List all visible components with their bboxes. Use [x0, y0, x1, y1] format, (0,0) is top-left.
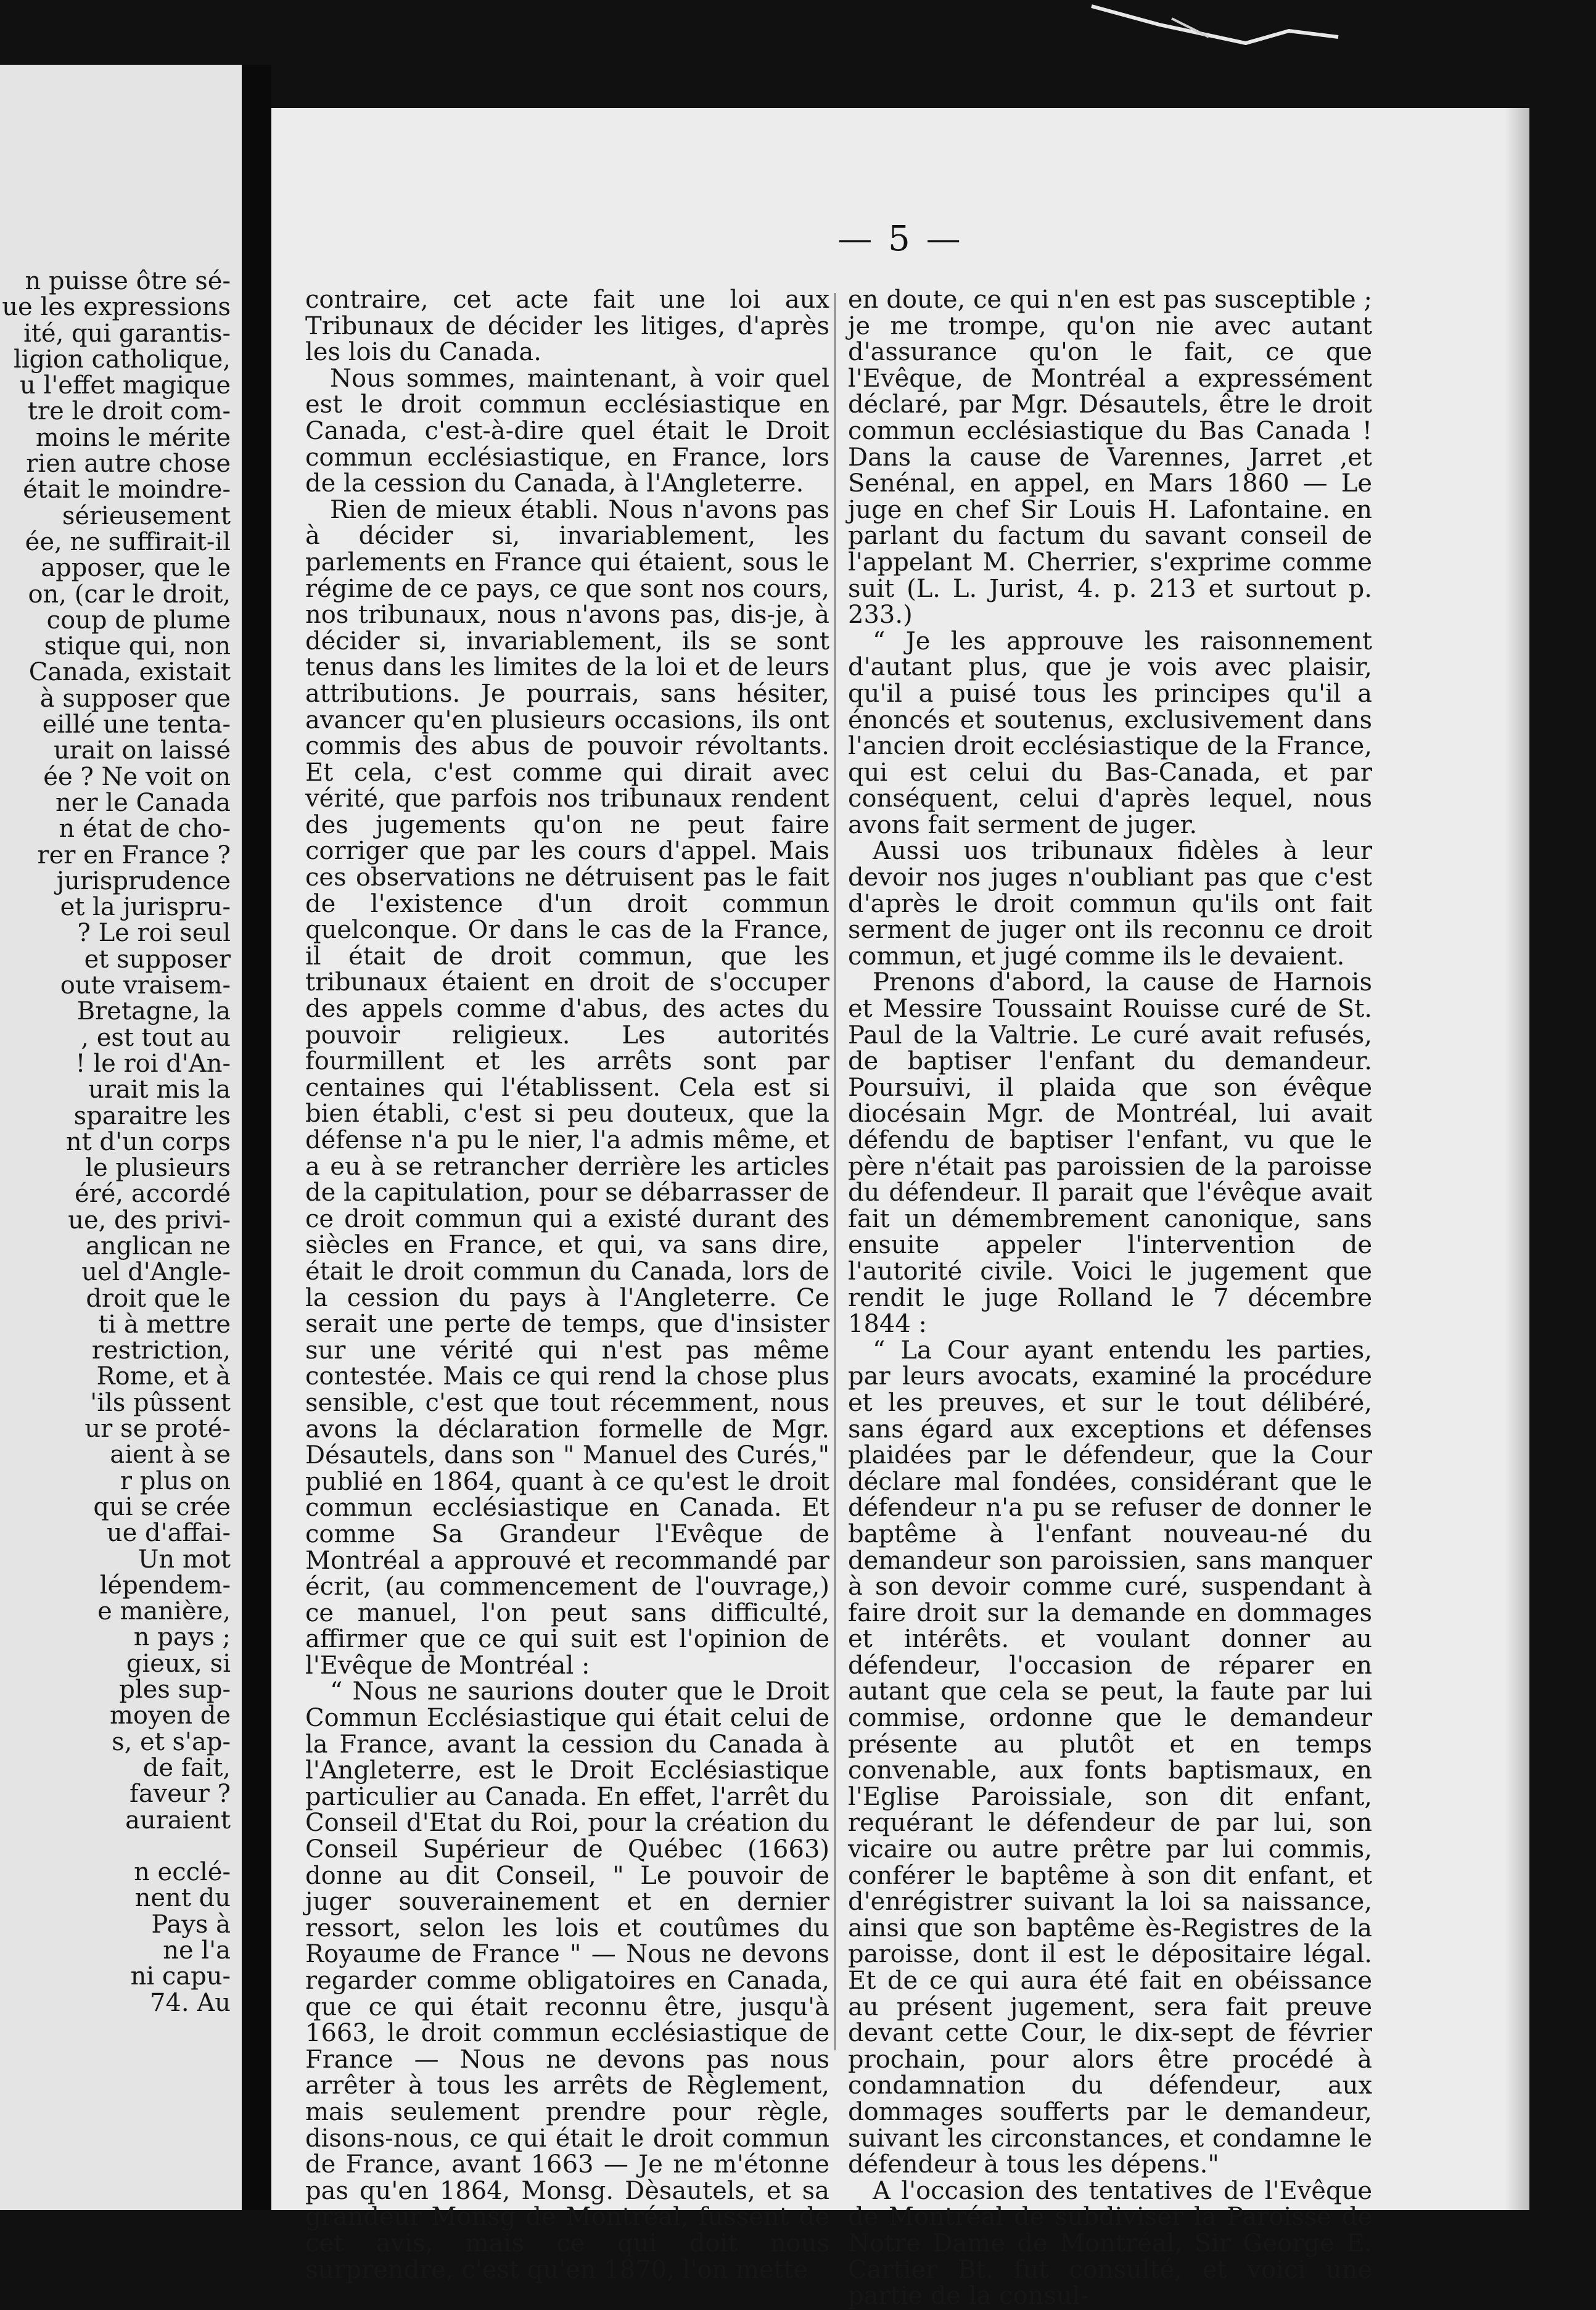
left-page-line: ue, des privi- [68, 1206, 231, 1235]
left-page-line: ti à mettre [98, 1310, 231, 1339]
left-page-line: ur se proté- [84, 1415, 231, 1444]
left-page-line: moins le mérite [35, 423, 231, 452]
left-page-line: ée ? Ne voit on [43, 762, 231, 791]
paragraph: “ Je les approuve les raisonnement d'autant plus, que je vois avec plaisir, qu'il a puisé tous les principes qu'il a énoncés et soutenus, exclusivement dans l'ancien droit ecclésiastique de la France, qui est celui du Bas-Canada, et par conséquent, celui d'après lequel, nous avons fait serment de juger. [848, 627, 1372, 839]
left-page-line: auraient [125, 1806, 231, 1835]
left-page-line: ité, qui garantis- [23, 319, 231, 348]
left-page-line: à supposer que [39, 684, 231, 713]
left-page-line: droit que le [86, 1284, 231, 1313]
left-page-line: n pays ; [133, 1623, 231, 1652]
page-edge-shadow [1505, 108, 1529, 2210]
left-page-line: ! le roi d'An- [75, 1049, 231, 1078]
paragraph: Rien de mieux établi. Nous n'avons pas à décider si, invariablement, les parlements en France qui étaient, sous le régime de ce pays, ce que sont nos cours, nos tribunaux, nous n'avons pas, dis-je, à décider si, invariablement, ils se sont tenus dans les limites de la loi et de leurs attributions. Je pourrais, sans hésiter, avancer qu'en plusieurs occasions, ils ont commis des abus de pouvoir révoltants. Et cela, c'est comme qui dirait avec vérité, que parfois nos tribunaux rendent des jugements qu'on ne peut faire corriger que par les cours d'appel. Mais ces observations ne détruisent pas le fait de l'existence d'un droit commun quelconque. Or dans le cas de la France, il était de droit commun, que les tribunaux étaient en droit de s'occuper des appels comme d'abus, des actes du pouvoir religieux. Les autorités fourmillent et les arrêts sont par centaines qui l'établissent. Cela est si bien établi, c'est si peu douteux, que la défense n'a pu le nier, l'a admis même, et a eu à se retrancher derrière les articles de la capitulation, pour se débarrasser de ce droit commun qui a existé durant des siècles en France, et qui, va sans dire, était le droit commun du Canada, lors de la cession du pays à l'Angleterre. Ce serait une perte de temps, que d'insister sur une vérité qui n'est pas même contestée. Mais ce qui rend la chose plus sensible, c'est que tout récemment, nous avons la déclaration formelle de Mgr. Désautels, dans son " Manuel des Curés," publié en 1864, quant à ce qu'est le droit commun ecclésiastique en Canada. Et comme Sa Grandeur l'Evêque de Montréal a approuvé et recommandé par écrit, (au commencement de l'ouvrage,) ce manuel, l'on peut sans difficulté, affirmer que ce qui suit est l'opinion de l'Evêque de Montréal : [305, 495, 829, 1680]
paragraph: A l'occasion des tentatives de l'Evêque de Montréal de subdiviser la Paroisse de Notre Dame de Montréal, Sir George E. Cartier Bt. fut consulté, et voici une partie de la consul- [848, 2176, 1372, 2310]
left-page-line: sérieusement [62, 501, 231, 530]
left-page-line: Rome, et à [96, 1362, 231, 1391]
left-page-line: ée, ne suffirait-il [25, 527, 231, 556]
left-page-line: éré, accordé [74, 1180, 231, 1209]
left-page-line: et la jurispru- [60, 893, 231, 922]
left-page-line: 'ils pûssent [90, 1388, 231, 1417]
left-page-line: de fait, [142, 1753, 231, 1782]
left-page-line: rer en France ? [37, 841, 231, 869]
left-page-line: 74. Au [150, 1988, 231, 2017]
left-page-line: on, (car le droit, [28, 580, 231, 609]
left-page-line: eillé une tenta- [42, 710, 231, 739]
left-page-line: était le moindre- [23, 475, 231, 504]
left-page-line [0, 1833, 242, 1859]
left-page-line: n puisse ôtre sé- [25, 267, 231, 295]
left-page-line: ner le Canada [56, 788, 231, 817]
left-page-line: restriction, [91, 1336, 231, 1365]
left-page-line: Un mot [138, 1545, 231, 1574]
left-page-line: stique qui, non [44, 632, 231, 661]
left-page-line: n ecclé- [134, 1858, 231, 1887]
left-page-line: uel d'Angle- [81, 1258, 231, 1287]
left-page-line: u l'effet magique [19, 371, 231, 400]
paragraph: “ La Cour ayant entendu les parties, par leurs avocats, examiné la procédure et les preuves, et sur le tout délibéré, sans égard aux exceptions et défenses plaidées par le défendeur, que la Cour déclare mal fondées, considérant que le défendeur n'a pu se refuser de donner le baptême à l'enfant nouveau-né du demandeur son paroissien, sans manquer à son devoir comme curé, suspendant à faire droit sur la demande en dommages et intérêts. et voulant donner au défendeur, l'occasion de réparer en autant que cela se peut, la faute par lui commise, ordonne que le demandeur présente au plutôt et en temps convenable, aux fonts baptismaux, en l'Eglise Paroissiale, son dit enfant, requérant le défendeur de par lui, son vicaire ou autre prêtre par lui commis, conférer le baptême à son dit enfant, et d'enrégistrer suivant la loi sa naissance, ainsi que son baptême ès-Registres de la paroisse, dont il est le dépositaire légal. Et de ce qui aura été fait en obéissance au présent jugement, sera fait preuve devant cette Cour, le dix-sept de février prochain, pour alors être procédé à condamnation du défendeur, aux dommages soufferts par le demandeur, suivant les circonstances, et condamne le défendeur à tous les dépens." [848, 1336, 1372, 2179]
left-page-line: jurisprudence [56, 866, 231, 895]
paragraph: en doute, ce qui n'en est pas susceptible ; je me trompe, qu'on nie avec autant d'assurance qu'on le fait, ce que l'Evêque, de Montréal a expressément déclaré, par Mgr. Désautels, être le droit commun ecclésiastique du Bas Canada ! Dans la cause de Varennes, Jarret ,et Senénal, en appel, en Mars 1860 — Le juge en chef Sir Louis H. Lafontaine. en parlant du factum du savant conseil de l'appelant M. Cherrier, s'exprime comme suit (L. L. Jurist, 4. p. 213 et surtout p. 233.) [848, 286, 1372, 630]
left-page-line: nent du [134, 1884, 231, 1913]
paragraph: “ Nous ne saurions douter que le Droit Commun Ecclésiastique qui était celui de la France, avant la cession du Canada à l'Angleterre, est le Droit Ecclésiastique particulier au Canada. En effet, l'arrêt du Conseil d'Etat du Roi, pour la création du Conseil Supérieur de Québec (1663) donne au dit Conseil, " Le pouvoir de juger souverainement et en dernier ressort, selon les lois et coutûmes du Royaume de France " — Nous ne devons regarder comme obligatoires en Canada, que ce qui était reconnu être, jusqu'à 1663, le droit commun ecclésiastique de France — Nous ne devons pas nous arrêter à tous les arrêts de Règlement, mais seulement prendre pour règle, disons-nous, ce qui était le droit commun de France, avant 1663 — Je ne m'étonne pas qu'en 1864, Monsg. Dèsautels, et sa grandeur Monsg de Montréal, fussent de cet avis, mais ce qui doit nous surprendre, c'est qu'en 1870, l'on mette [305, 1677, 829, 2284]
left-page-line: n état de cho- [59, 815, 231, 844]
left-page-line: ples sup- [119, 1675, 231, 1704]
left-page-line: coup de plume [46, 606, 231, 635]
left-page-text [0, 268, 242, 2016]
left-page-line: Canada, existait [28, 658, 231, 687]
left-page-line: aient à se [110, 1441, 231, 1469]
left-page-line: rien autre chose [26, 450, 231, 479]
paragraph: contraire, cet acte fait une loi aux Tribunaux de décider les litiges, d'après les lois du Canada. [305, 286, 829, 367]
left-column [305, 287, 829, 2283]
left-page-line: urait mis la [88, 1075, 231, 1104]
left-page-line: ue d'affai- [106, 1519, 231, 1548]
book-gutter [242, 65, 271, 2210]
left-page-line: e manière, [97, 1597, 231, 1626]
left-page-line: le plusieurs [85, 1154, 231, 1183]
left-page-line: Pays à [151, 1910, 231, 1939]
left-page-line: moyen de [109, 1701, 231, 1730]
left-page-line: ue les expressions [2, 293, 231, 322]
left-page-line: oute vraisem- [60, 971, 231, 1000]
left-page-line: ? Le roi seul [77, 919, 231, 948]
page-number: — 5 — [837, 219, 963, 259]
left-page-line: ligion catholique, [13, 345, 231, 374]
left-page-line: qui se crée [93, 1492, 231, 1521]
left-page-line: , est tout au [81, 1023, 231, 1052]
left-page-line: faveur ? [130, 1780, 231, 1809]
left-page-line: lépendem- [99, 1571, 231, 1600]
left-page-line: anglican ne [86, 1231, 231, 1260]
scan-artifact-mark [1085, 0, 1344, 49]
main-page [271, 108, 1529, 2310]
left-page-line: ne l'a [163, 1936, 231, 1965]
paragraph: Nous sommes, maintenant, à voir quel est le droit commun ecclésiastique en Canada, c'est-à-dire quel était le Droit commun ecclésiastique, en France, lors de la cession du Canada, à l'Angleterre. [305, 364, 829, 498]
left-page-line: sparaitre les [73, 1101, 231, 1130]
paragraph: Aussi uos tribunaux fidèles à leur devoir nos juges n'oubliant pas que c'est d'après le droit commun qu'ils ont fait serment de juger ont ils reconnu ce droit commun, et jugé comme ils le devaient. [848, 837, 1372, 971]
left-page-line: gieux, si [126, 1649, 231, 1678]
left-page-line: ni capu- [130, 1962, 231, 1991]
left-facing-page [0, 65, 242, 2210]
left-page-line: Bretagne, la [76, 997, 231, 1026]
left-page-line: apposer, que le [41, 554, 231, 583]
column-divider [834, 293, 836, 2050]
left-page-line: s, et s'ap- [112, 1727, 231, 1756]
left-page-line: r plus on [120, 1466, 231, 1495]
paragraph: Prenons d'abord, la cause de Harnois et Messire Toussaint Rouisse curé de St. Paul de la Valtrie. Le curé avait refusés, de baptiser l'enfant du demandeur. Poursuivi, il plaida que son évêque diocésain Mgr. de Montréal, lui avait défendu de baptiser l'enfant, vu que le père n'était pas paroissien de la paroisse du défendeur. Il parait que l'évêque avait fait un démembrement canonique, sans ensuite appeler l'intervention de l'autorité civile. Voici le jugement que rendit le juge Rolland le 7 décembre 1844 : [848, 968, 1372, 1339]
left-page-line: urait on laissé [53, 736, 231, 765]
left-page-line: tre le droit com- [27, 397, 231, 426]
right-column [848, 287, 1372, 2309]
left-page-line: nt d'un corps [65, 1127, 231, 1156]
left-page-line: et supposer [84, 945, 231, 974]
